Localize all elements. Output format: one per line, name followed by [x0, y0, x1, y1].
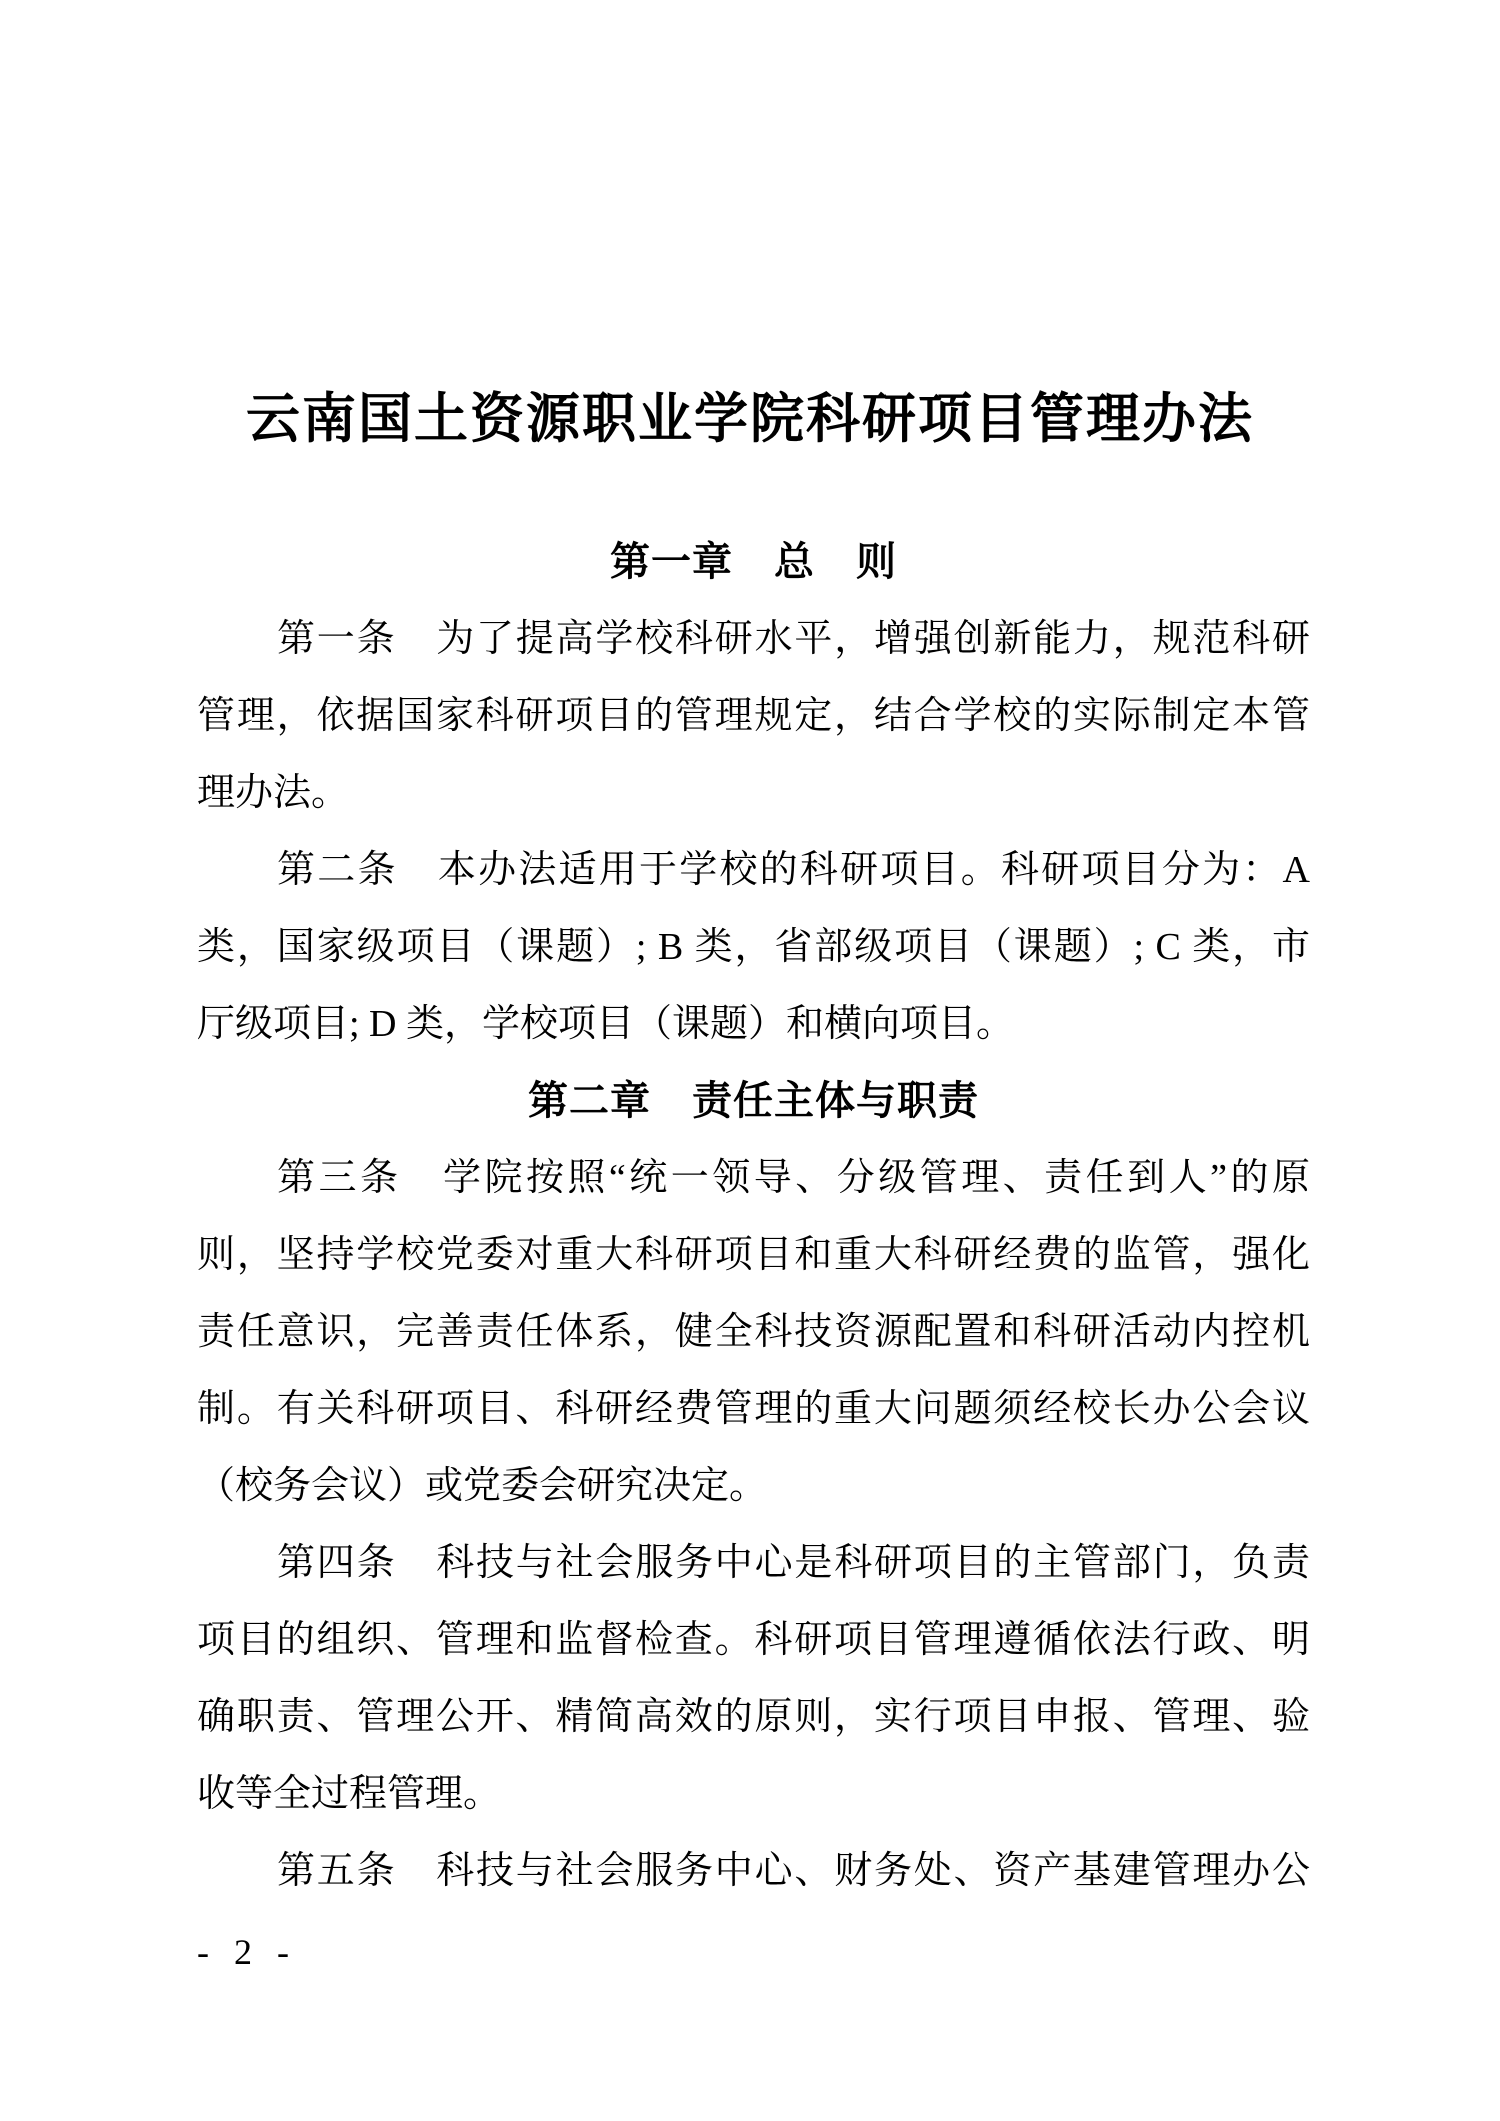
- page-number: - 2 -: [197, 1932, 297, 1972]
- document-body: [197, 524, 1310, 1910]
- paragraph-line: 第二条 本办法适用于学校的科研项目。科研项目分为：A: [277, 849, 1310, 891]
- paragraph-line: 制。有关科研项目、科研经费管理的重大问题须经校长办公会议: [197, 1388, 1310, 1430]
- paragraph-line: 第四条 科技与社会服务中心是科研项目的主管部门，负责: [277, 1542, 1310, 1584]
- paragraph-line: 类，国家级项目（课题）; B 类，省部级项目（课题）; C 类，市: [197, 926, 1310, 968]
- paragraph-line: 第五条 科技与社会服务中心、财务处、资产基建管理办公: [277, 1850, 1310, 1892]
- document-title: 云南国土资源职业学院科研项目管理办法: [246, 389, 1254, 449]
- paragraph-line: 第三条 学院按照“统一领导、分级管理、责任到人”的原: [277, 1157, 1310, 1199]
- paragraph-line: 则，坚持学校党委对重大科研项目和重大科研经费的监管，强化: [197, 1234, 1310, 1276]
- paragraph-line: 责任意识，完善责任体系，健全科技资源配置和科研活动内控机: [197, 1311, 1310, 1353]
- paragraph-line: 项目的组织、管理和监督检查。科研项目管理遵循依法行政、明: [197, 1619, 1310, 1661]
- paragraph-line: 理办法。: [197, 772, 350, 814]
- paragraph-line: 管理，依据国家科研项目的管理规定，结合学校的实际制定本管: [197, 695, 1310, 737]
- paragraph-line: 收等全过程管理。: [197, 1773, 502, 1815]
- paragraph-line: 第一条 为了提高学校科研水平，增强创新能力，规范科研: [277, 618, 1310, 660]
- paragraph-line: 确职责、管理公开、精简高效的原则，实行项目申报、管理、验: [197, 1696, 1310, 1738]
- chapter-heading: 第一章 总 则: [610, 540, 897, 584]
- paragraph-line: 厅级项目; D 类，学校项目（课题）和横向项目。: [197, 1003, 1015, 1045]
- paragraph-line: （校务会议）或党委会研究决定。: [197, 1465, 768, 1507]
- chapter-heading: 第二章 责任主体与职责: [528, 1079, 979, 1123]
